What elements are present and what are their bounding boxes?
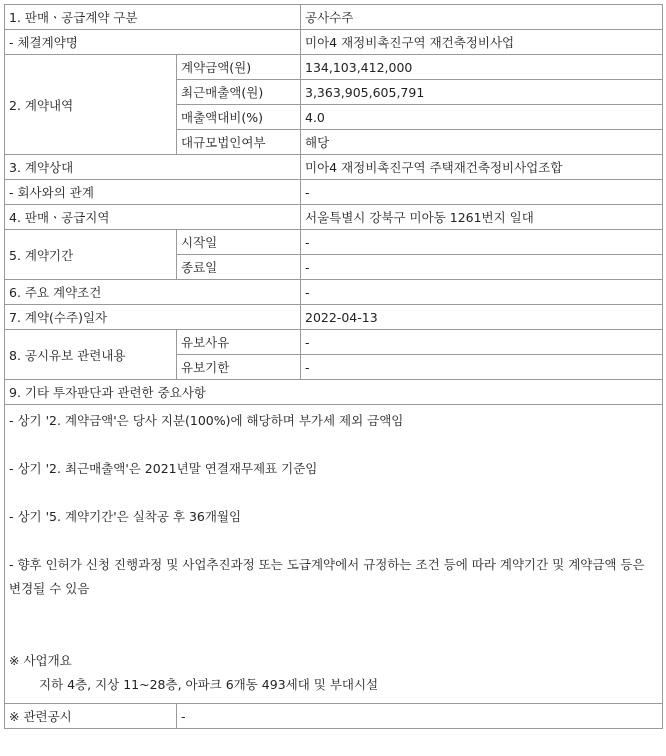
sales-ratio-value: 4.0	[301, 105, 663, 130]
deferral-reason-label: 유보사유	[177, 330, 301, 355]
row-contract-amount	[5, 55, 663, 80]
note-contract-period: - 상기 '5. 계약기간'은 실착공 후 36개월임	[9, 509, 242, 524]
other-notes	[5, 405, 663, 704]
large-corp-value: 해당	[301, 130, 663, 155]
overview-title: ※ 사업개요	[9, 653, 72, 668]
contract-date-label: 7. 계약(수주)일자	[5, 305, 301, 330]
contract-date-value: 2022-04-13	[301, 305, 663, 330]
period-start-value: -	[301, 230, 663, 255]
other-label: 9. 기타 투자판단과 관련한 중요사항	[5, 380, 663, 405]
note-change-possibility: - 향후 인허가 신청 진행과정 및 사업추진과정 또는 도급계약에서 규정하는 조건 등에 따라 계약기간 및 계약금액 등은 변경될 수 있음	[9, 557, 645, 596]
row-deferral-reason	[5, 330, 663, 355]
row-region	[5, 205, 663, 230]
region-label: 4. 판매ㆍ공급지역	[5, 205, 301, 230]
period-end-value: -	[301, 255, 663, 280]
contract-amount-value: 134,103,412,000	[301, 55, 663, 80]
row-related	[5, 704, 663, 729]
deferral-reason-value: -	[301, 330, 663, 355]
deferral-deadline-label: 유보기한	[177, 355, 301, 380]
relation-value: -	[301, 180, 663, 205]
row-other-notes	[5, 405, 663, 704]
recent-sales-value: 3,363,905,605,791	[301, 80, 663, 105]
deferral-deadline-value: -	[301, 355, 663, 380]
contract-amount-label: 계약금액(원)	[177, 55, 301, 80]
disclosure-table	[4, 4, 663, 729]
row-contract-date	[5, 305, 663, 330]
row-sales-type	[5, 5, 663, 30]
period-label: 5. 계약기간	[5, 230, 177, 280]
contract-name-label: - 체결계약명	[5, 30, 301, 55]
counterparty-value: 미아4 재정비촉진구역 주택재건축정비사업조합	[301, 155, 663, 180]
recent-sales-label: 최근매출액(원)	[177, 80, 301, 105]
row-relation	[5, 180, 663, 205]
related-label: ※ 관련공시	[5, 704, 177, 729]
note-contract-amount: - 상기 '2. 계약금액'은 당사 지분(100%)에 해당하며 부가세 제외 금액임	[9, 413, 404, 428]
row-conditions	[5, 280, 663, 305]
note-recent-sales: - 상기 '2. 최근매출액'은 2021년말 연결재무제표 기준임	[9, 461, 318, 476]
period-end-label: 종료일	[177, 255, 301, 280]
overview-text: 지하 4층, 지상 11~28층, 아파크 6개동 493세대 및 부대시설	[39, 677, 379, 692]
row-other-header	[5, 380, 663, 405]
contract-details-label: 2. 계약내역	[5, 55, 177, 155]
related-value: -	[177, 704, 663, 729]
conditions-value: -	[301, 280, 663, 305]
deferral-label: 8. 공시유보 관련내용	[5, 330, 177, 380]
counterparty-label: 3. 계약상대	[5, 155, 301, 180]
row-counterparty	[5, 155, 663, 180]
region-value: 서울특별시 강북구 미아동 1261번지 일대	[301, 205, 663, 230]
relation-label: - 회사와의 관계	[5, 180, 301, 205]
large-corp-label: 대규모법인여부	[177, 130, 301, 155]
sales-type-label: 1. 판매ㆍ공급계약 구분	[5, 5, 301, 30]
conditions-label: 6. 주요 계약조건	[5, 280, 301, 305]
sales-type-value: 공사수주	[301, 5, 663, 30]
sales-ratio-label: 매출액대비(%)	[177, 105, 301, 130]
period-start-label: 시작일	[177, 230, 301, 255]
row-period-start	[5, 230, 663, 255]
row-contract-name	[5, 30, 663, 55]
contract-name-value: 미아4 재정비촉진구역 재건축정비사업	[301, 30, 663, 55]
